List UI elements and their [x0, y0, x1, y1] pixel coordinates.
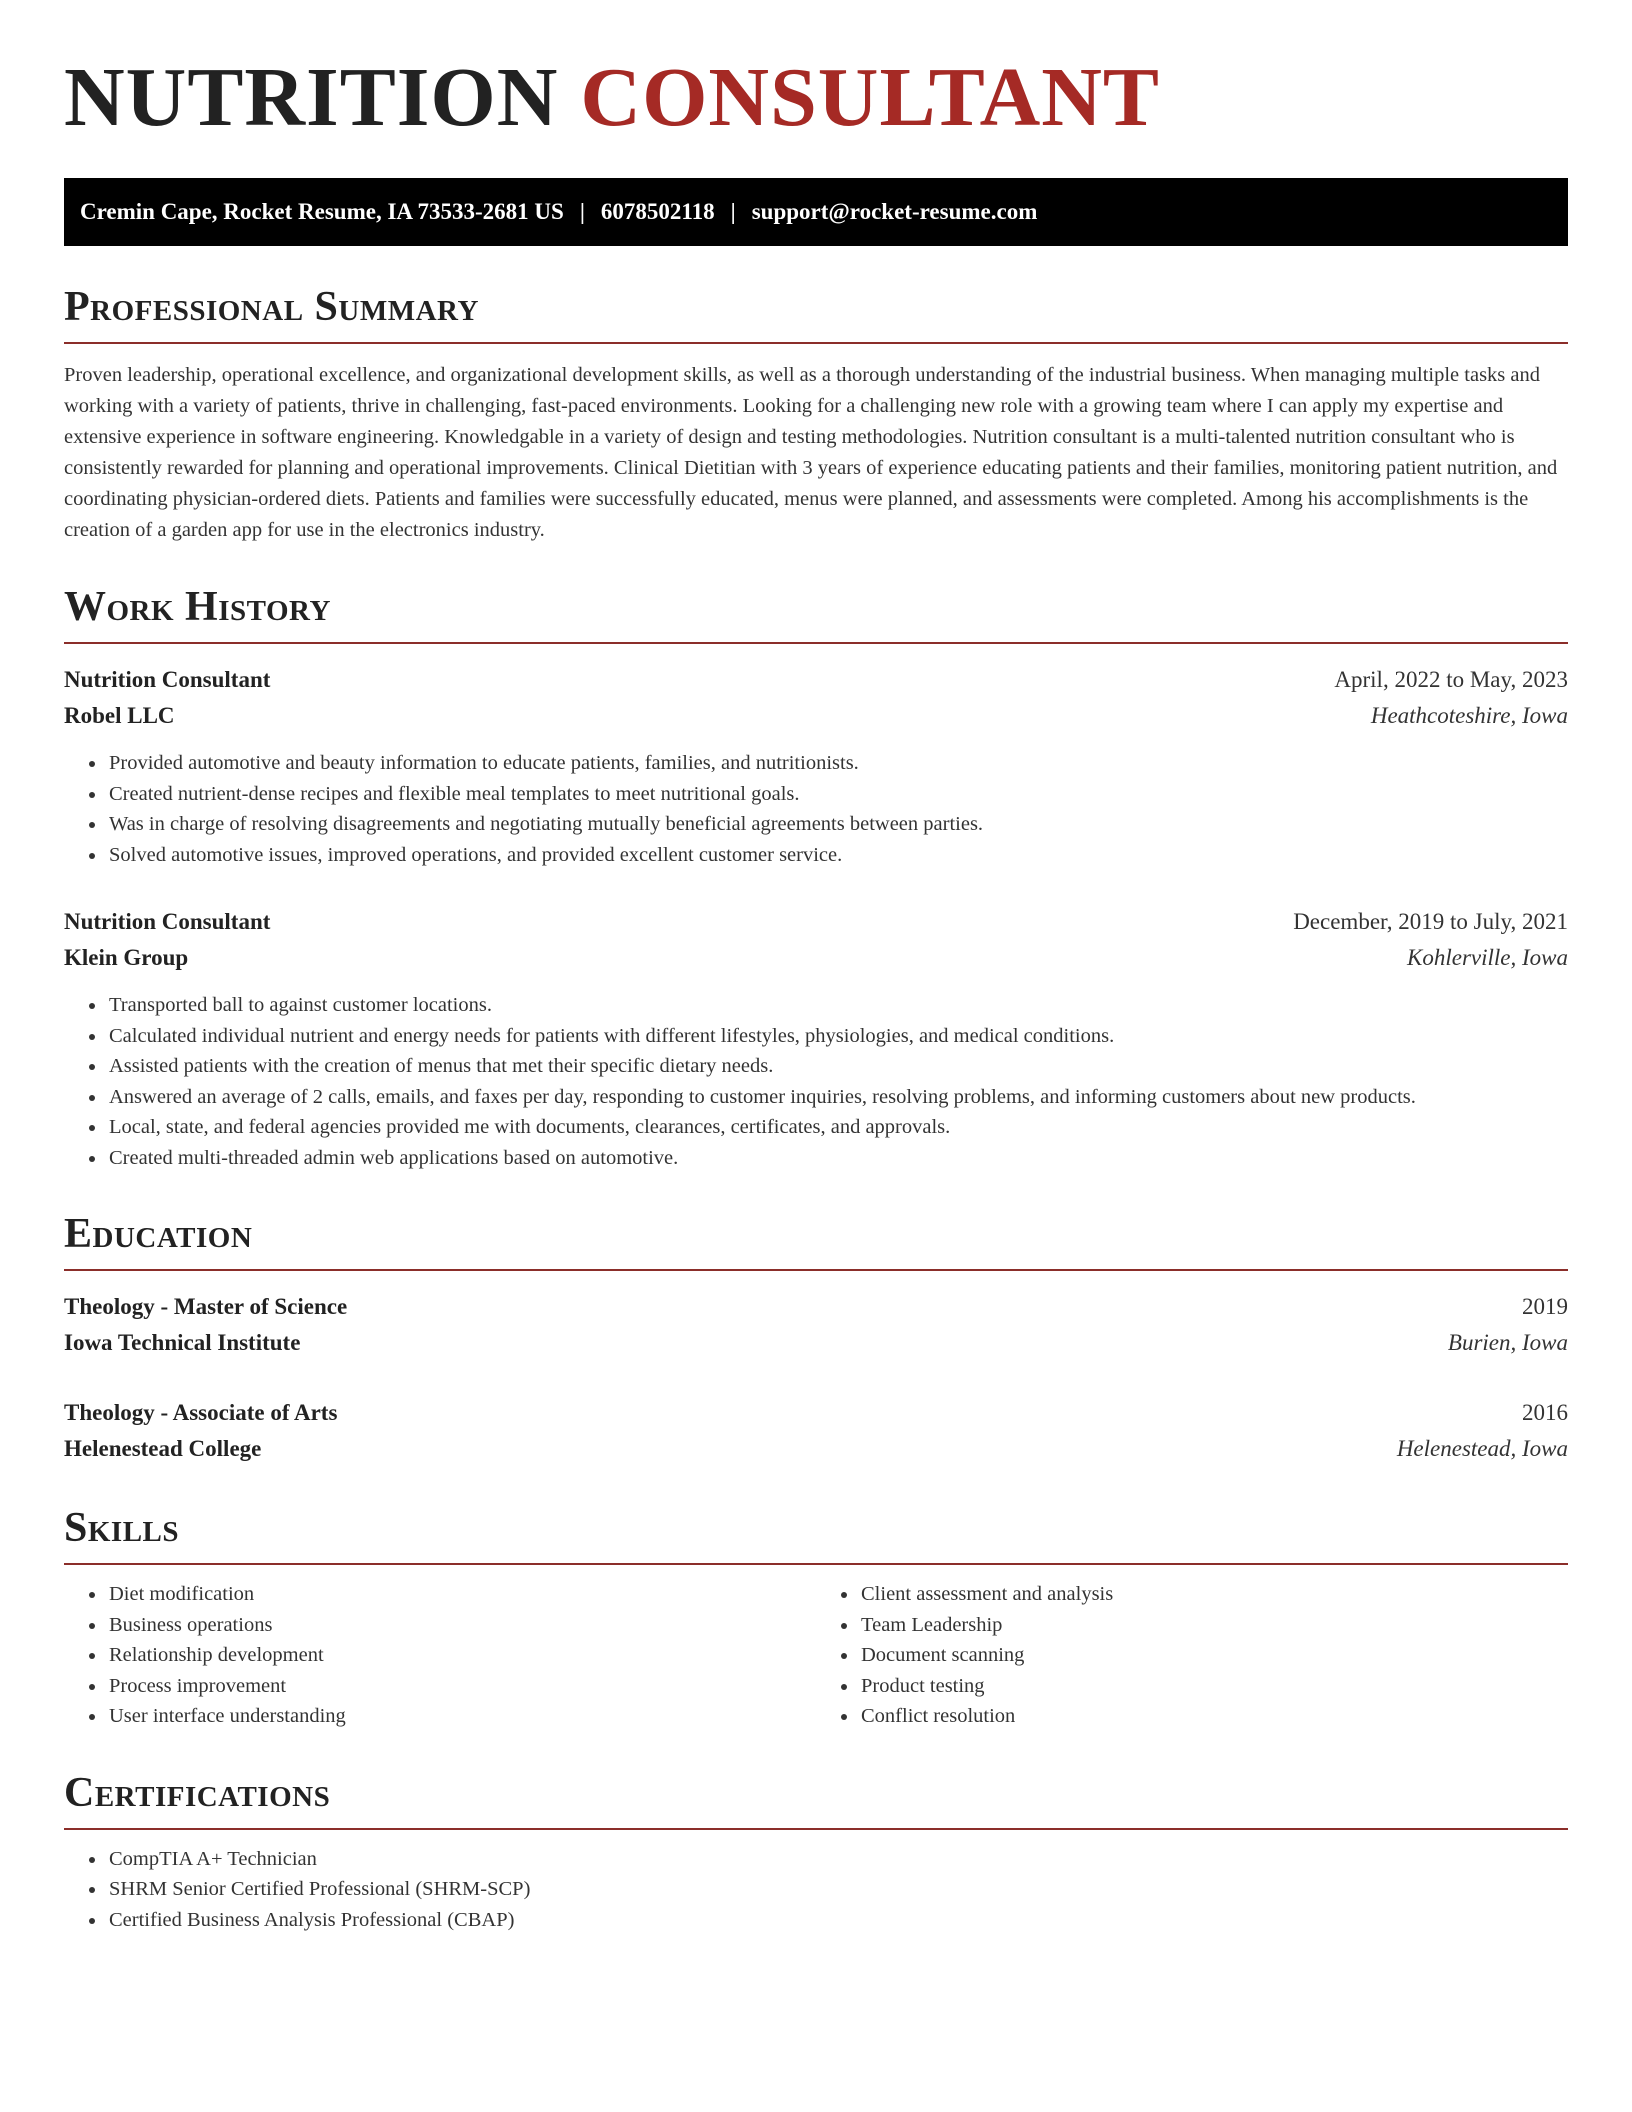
education-year: 2019 — [1522, 1294, 1568, 1319]
education-entry — [64, 1289, 1568, 1361]
job-entry — [64, 662, 1568, 870]
job-bullet: • Created nutrient-dense recipes and flexible meal templates to meet nutritional goals. — [107, 779, 1568, 810]
skill-item: • Business operations — [107, 1610, 816, 1641]
education-location: Burien, Iowa — [1447, 1330, 1568, 1355]
job-bullet: • Calculated individual nutrient and energy needs for patients with different lifestyles, physiologies, and medical conditions. — [107, 1021, 1568, 1052]
job-company: Klein Group — [64, 945, 189, 970]
education-school-row — [64, 1431, 1568, 1467]
education-degree-row — [64, 1289, 1568, 1325]
job-bullet: • Provided automotive and beauty information to educate patients, families, and nutritionists. — [107, 748, 1568, 779]
job-bullet-list — [64, 748, 1568, 870]
skills-section — [64, 1507, 1568, 1732]
job-bullet-list — [64, 990, 1568, 1173]
section-heading: Skills — [64, 1507, 1568, 1565]
certifications-section — [64, 1769, 1568, 1936]
title-second-word: CONSULTANT — [580, 51, 1160, 144]
skills-column-left — [64, 1579, 816, 1732]
skill-item: • User interface understanding — [107, 1701, 816, 1732]
section-heading: Certifications — [64, 1772, 1568, 1830]
education-school: Iowa Technical Institute — [64, 1330, 301, 1355]
certifications-list — [64, 1844, 1568, 1936]
contact-address: Cremin Cape, Rocket Resume, IA 73533-2681 US — [80, 199, 564, 224]
job-bullet: • Answered an average of 2 calls, emails, and faxes per day, responding to customer inquiries, resolving problems, and informing customers about new products. — [107, 1082, 1568, 1113]
education-degree: Theology - Master of Science — [64, 1294, 348, 1319]
job-position: Nutrition Consultant — [64, 667, 271, 692]
education-degree: Theology - Associate of Arts — [64, 1400, 338, 1425]
contact-phone: 6078502118 — [600, 199, 715, 224]
job-dates: April, 2022 to May, 2023 — [1334, 667, 1568, 692]
job-bullet: • Was in charge of resolving disagreements and negotiating mutually beneficial agreements between parties. — [107, 809, 1568, 840]
section-heading: Work History — [64, 586, 1568, 644]
job-entry — [64, 904, 1568, 1173]
job-company: Robel LLC — [64, 703, 175, 728]
skills-grid — [64, 1579, 1568, 1732]
job-bullet: • Local, state, and federal agencies provided me with documents, clearances, certificates, and approvals. — [107, 1112, 1568, 1143]
education-location: Helenestead, Iowa — [1396, 1436, 1568, 1461]
education-school: Helenestead College — [64, 1436, 262, 1461]
job-header-row — [64, 662, 1568, 698]
education-entry — [64, 1395, 1568, 1467]
job-company-row — [64, 940, 1568, 976]
skill-item: • Product testing — [859, 1671, 1568, 1702]
job-bullet: • Assisted patients with the creation of menus that met their specific dietary needs. — [107, 1051, 1568, 1082]
contact-separator: | — [579, 199, 585, 224]
resume-title — [64, 51, 1568, 144]
job-bullet: • Transported ball to against customer locations. — [107, 990, 1568, 1021]
summary-section — [64, 286, 1568, 546]
contact-separator: | — [730, 199, 736, 224]
education-degree-row — [64, 1395, 1568, 1431]
skills-column-right — [816, 1579, 1568, 1732]
summary-text: Proven leadership, operational excellence, and organizational development skills, as well as a thorough understanding of the industrial business. When managing multiple tasks and working with a variety of patients, thrive in challenging, fast-paced environments. Looking for a challenging new role with a growing team where I can apply my expertise and extensive experience in software engineering. Knowledgable in a variety of design and testing methodologies. Nutrition consultant is a multi-talented nutrition consultant who is consistently rewarded for planning and operational improvements. Clinical Dietitian with 3 years of experience educating patients and their families, monitoring patient nutrition, and coordinating physician-ordered diets. Patients and families were successfully educated, menus were planned, and assessments were completed. Among his accomplishments is the creation of a garden app for use in the electronics industry. — [64, 364, 1558, 541]
section-heading: Education — [64, 1213, 1568, 1271]
certification-item: • SHRM Senior Certified Professional (SHRM-SCP) — [107, 1874, 1568, 1905]
skill-item: • Diet modification — [107, 1579, 816, 1610]
skill-item: • Conflict resolution — [859, 1701, 1568, 1732]
education-section — [64, 1213, 1568, 1467]
job-bullet: • Solved automotive issues, improved operations, and provided excellent customer service. — [107, 840, 1568, 871]
job-header-row — [64, 904, 1568, 940]
education-year: 2016 — [1522, 1400, 1568, 1425]
job-company-row — [64, 698, 1568, 734]
education-school-row — [64, 1325, 1568, 1361]
section-heading: Professional Summary — [64, 286, 1568, 344]
contact-email: support@rocket-resume.com — [751, 199, 1038, 224]
title-first-word: NUTRITION — [64, 51, 559, 144]
skill-item: • Client assessment and analysis — [859, 1579, 1568, 1610]
work-history-section — [64, 586, 1568, 1173]
certification-item: • Certified Business Analysis Professional (CBAP) — [107, 1905, 1568, 1936]
skill-item: • Document scanning — [859, 1640, 1568, 1671]
job-dates: December, 2019 to July, 2021 — [1293, 909, 1568, 934]
skill-item: • Process improvement — [107, 1671, 816, 1702]
job-location: Kohlerville, Iowa — [1407, 945, 1568, 970]
skill-item: • Team Leadership — [859, 1610, 1568, 1641]
skill-item: • Relationship development — [107, 1640, 816, 1671]
job-position: Nutrition Consultant — [64, 909, 271, 934]
contact-bar — [64, 178, 1568, 246]
certification-item: • CompTIA A+ Technician — [107, 1844, 1568, 1875]
job-bullet: • Created multi-threaded admin web applications based on automotive. — [107, 1143, 1568, 1174]
job-location: Heathcoteshire, Iowa — [1370, 703, 1568, 728]
